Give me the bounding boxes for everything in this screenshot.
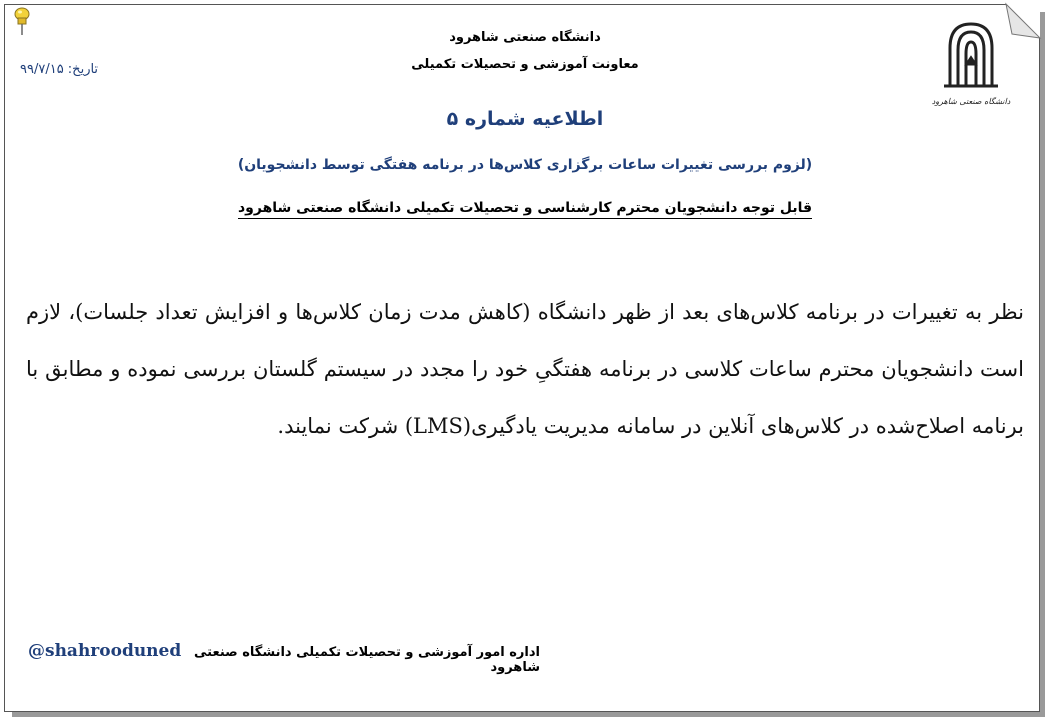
notice-audience [200,200,850,216]
audience-text: قابل توجه دانشجویان محترم کارشناسی و تحصیلات تکمیلی دانشگاه صنعتی شاهرود [238,200,812,219]
svg-text:دانشگاه صنعتی شاهرود: دانشگاه صنعتی شاهرود [931,97,1011,106]
social-handle: @shahrooduned [28,641,182,661]
date-label: تاریخ: ۹۹/۷/۱۵ [20,62,99,77]
notice-subtitle: (لزوم بررسی تغییرات ساعات برگزاری کلاس‌ها در برنامه هفتگی توسط دانشجویان) [237,157,813,173]
pushpin-icon [10,6,34,36]
department-name: معاونت آموزشی و تحصیلات تکمیلی [411,57,639,72]
page-shadow-bottom [12,712,1045,717]
page-shadow-right [1040,12,1045,716]
notice-body: نظر به تغییرات در برنامه کلاس‌های بعد از ظهر دانشگاه (کاهش مدت زمان کلاس‌ها و افزایش تعداد جلسات)، لازم است دانشجویان محترم ساعات کلاسی در برنامه هفتگیِ خود را مجدد در سیستم گلستان بررسی نموده و مطابق با برنامه اصلاح‌شده در کلاس‌های آنلاین در سامانه مدیریت یادگیری(LMS) شرکت نمایند. [26,300,1024,438]
notice-title: اطلاعیه شماره ۵ [446,108,604,130]
footer-office: اداره امور آموزشی و تحصیلات تکمیلی دانشگاه صنعتی شاهرود [194,645,540,675]
university-name: دانشگاه صنعتی شاهرود [449,30,601,45]
university-logo [931,18,1011,110]
page-fold-icon [1006,4,1040,38]
